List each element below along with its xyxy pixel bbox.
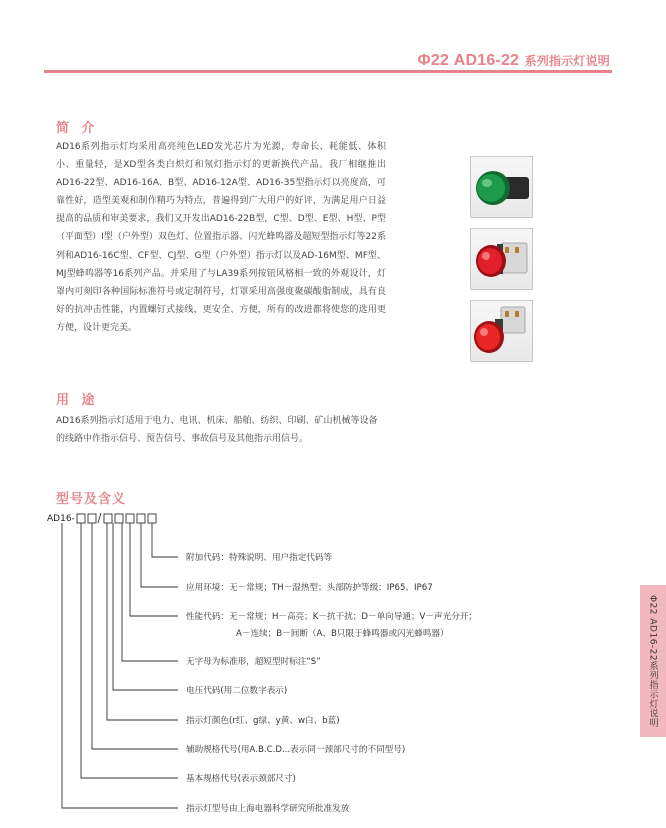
desc-aux-spec: 辅助规格代号(用A.B.C.D...表示同一颈部尺寸的不同型号) <box>186 745 406 755</box>
desc-environment: 应用环境：无－常规；TH－湿热型；头部防护等级：IP65、IP67 <box>186 583 433 593</box>
desc-basic-spec: 基本规格代号(表示颈部尺寸) <box>186 774 296 784</box>
header-title-suffix: 系列指示灯说明 <box>524 54 610 68</box>
desc-voltage: 电压代码(用二位数字表示) <box>186 686 288 696</box>
header-title-prefix: Φ22 AD16-22 <box>417 52 520 69</box>
code-slash <box>98 513 101 523</box>
code-box-5 <box>126 514 134 523</box>
usage-paragraph: AD16系列指示灯适用于电力、电讯、机床、船舶、纺织、印刷、矿山机械等设备的线路中作指示信号、预告信号、事故信号及其他指示用信号。 <box>56 416 378 444</box>
code-box-3 <box>104 514 112 523</box>
usage-heading: 用 途 <box>56 393 99 408</box>
model-code-prefix: AD16- <box>47 514 75 524</box>
desc-additional-code: 附加代码：特殊说明、用户指定代码等 <box>186 553 333 563</box>
code-boxes <box>77 514 156 523</box>
code-box-2 <box>88 514 96 523</box>
intro-paragraph: AD16系列指示灯均采用高亮纯色LED发光芯片为光源，寿命长、耗能低、体积小、重量轻，是XD型各类白炽灯和氖灯指示灯的更新换代产品。我厂相继推出AD16-22型、AD16-16A、B型、AD16-12A型、AD16-35型指示灯以亮度高，可靠性好，造型美观和制作精巧为特点，普遍得到广大用户的好评，为满足用户日益提高的品质和审美要求，我们又开发出AD16-22B型，C型、D型、E型、H型、P型（平面型）I型（户外型）双色灯、位置指示器、闪光蜂鸣器及超短型指示灯等22系列和AD16-16C型、CF型、CJ型、G型（户外型）指示灯以及AD-16M型、MF型、MJ型蜂鸣器等16系列产品。并采用了与LA39系列按钮风格相一致的外观设计，灯罩内可刻印各种国际标准符号或定制符号，灯罩采用高强度聚碳酸脂制成，具有良好的抗冲击性能，内置螺钉式接线，更安全、方便，所有的改进都将使您的选用更方便，设计更完美。 <box>56 142 386 333</box>
code-box-1 <box>77 514 85 523</box>
leader-lines <box>62 523 178 808</box>
desc-approval: 指示灯型号由上海电器科学研究所批准发放 <box>186 804 350 814</box>
desc-performance-cont: A－连续；B－间断（A、B只限于蜂鸣器或闪光蜂鸣器） <box>236 629 449 639</box>
code-box-7 <box>148 514 156 523</box>
code-box-4 <box>115 514 123 523</box>
code-box-6 <box>137 514 145 523</box>
intro-heading: 简 介 <box>56 121 99 136</box>
model-heading: 型号及含义 <box>56 492 127 507</box>
side-tab-label: Φ22 AD16-22系列指示灯说明 <box>640 585 666 737</box>
desc-shape: 无字母为标准形，超短型时标注“S” <box>186 657 321 667</box>
desc-performance: 性能代码：无－常规；H－高亮；K－抗干扰；D－单向导通；V－声光分开； <box>186 612 478 622</box>
desc-color: 指示灯颜色(r红、g绿、y黄、w白、b蓝) <box>186 716 340 726</box>
